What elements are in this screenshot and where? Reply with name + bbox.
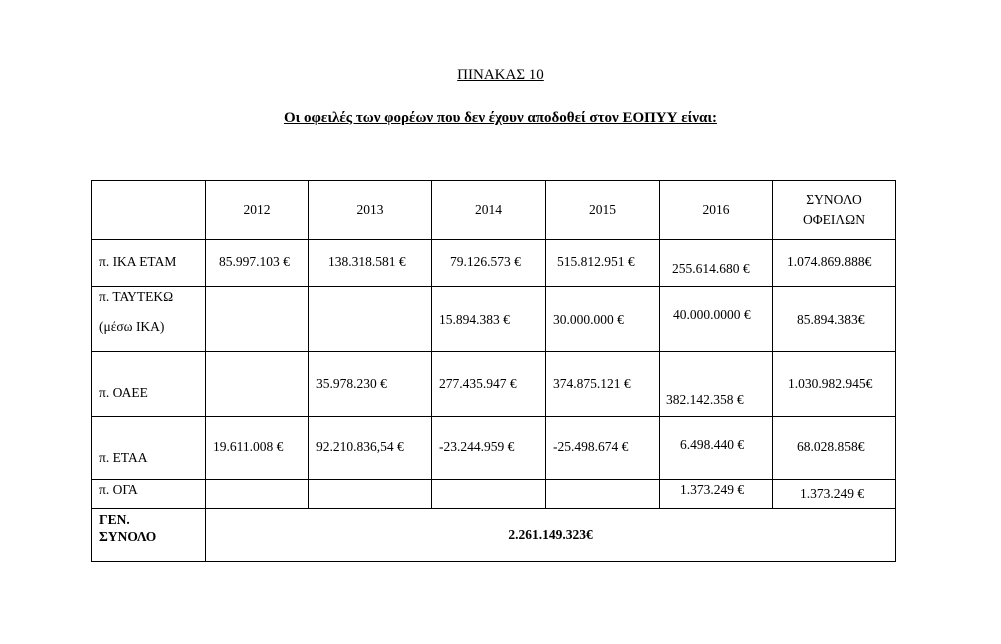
header-2016: 2016	[660, 181, 773, 240]
value-cell	[432, 240, 546, 287]
value-cell	[546, 480, 660, 509]
value-cell	[206, 240, 309, 287]
row-label-cell	[92, 352, 206, 417]
value-cell	[660, 417, 773, 480]
value-cell	[206, 287, 309, 352]
cell-value: 138.318.581 €	[328, 254, 406, 269]
value-cell	[546, 287, 660, 352]
header-2012: 2012	[206, 181, 309, 240]
header-2013: 2013	[309, 181, 432, 240]
header-total-line2: ΟΦΕΙΛΩΝ	[803, 212, 865, 227]
row-label-secondary: (μέσω ΙΚΑ)	[99, 319, 165, 334]
table-header-row	[92, 181, 896, 240]
value-cell	[773, 352, 896, 417]
value-cell	[206, 417, 309, 480]
row-label: π. ΤΑΥΤΕΚΩ	[99, 289, 174, 304]
row-label-cell	[92, 480, 206, 509]
cell-value: 68.028.858€	[797, 439, 865, 454]
value-cell	[432, 352, 546, 417]
cell-value: 277.435.947 €	[439, 376, 517, 391]
document-subtitle: Οι οφειλές των φορέων που δεν έχουν αποδοθεί στον ΕΟΠΥΥ είναι:	[283, 110, 717, 126]
grand-total-value: 2.261.149.323€	[508, 527, 593, 542]
header-total	[773, 181, 896, 240]
table-row	[92, 240, 896, 287]
cell-value: 30.000.000 €	[553, 312, 624, 327]
cell-value: 85.894.383€	[797, 312, 865, 327]
value-cell	[773, 240, 896, 287]
cell-value: 1.030.982.945€	[788, 376, 873, 391]
row-label: π. ΕΤΑΑ	[99, 450, 148, 465]
cell-value: -23.244.959 €	[439, 439, 515, 454]
cell-value: 6.498.440 €	[680, 437, 745, 452]
cell-value: 79.126.573 €	[450, 254, 521, 269]
value-cell	[773, 417, 896, 480]
table-row	[92, 480, 896, 509]
header-2015: 2015	[546, 181, 660, 240]
cell-value: 374.875.121 €	[553, 376, 631, 391]
row-label: π. ΙΚΑ ΕΤΑΜ	[99, 254, 177, 269]
header-2014: 2014	[432, 181, 546, 240]
row-label: π. ΟΑΕΕ	[99, 385, 148, 400]
cell-value: 1.373.249 €	[800, 486, 865, 501]
value-cell	[309, 417, 432, 480]
table-row	[92, 417, 896, 480]
value-cell	[206, 352, 309, 417]
cell-value: 1.074.869.888€	[787, 254, 872, 269]
value-cell	[773, 480, 896, 509]
row-label-cell	[92, 240, 206, 287]
cell-value: 255.614.680 €	[672, 261, 750, 276]
value-cell	[546, 417, 660, 480]
value-cell	[309, 240, 432, 287]
value-cell	[546, 240, 660, 287]
value-cell	[660, 240, 773, 287]
value-cell	[773, 287, 896, 352]
debts-table	[91, 180, 896, 562]
value-cell	[660, 287, 773, 352]
row-label-cell	[92, 287, 206, 352]
cell-value: 1.373.249 €	[680, 482, 745, 497]
value-cell	[660, 352, 773, 417]
document-title: ΠΙΝΑΚΑΣ 10	[457, 67, 544, 83]
row-label: π. ΟΓΑ	[99, 482, 138, 497]
value-cell	[432, 287, 546, 352]
header-empty-cell	[92, 181, 206, 240]
cell-value: 19.611.008 €	[213, 439, 284, 454]
cell-value: 85.997.103 €	[219, 254, 290, 269]
cell-value: 92.210.836,54 €	[316, 439, 404, 454]
table-row	[92, 352, 896, 417]
cell-value: 15.894.383 €	[439, 312, 510, 327]
value-cell	[546, 352, 660, 417]
value-cell	[309, 287, 432, 352]
grand-total-value-cell	[206, 509, 896, 562]
value-cell	[432, 480, 546, 509]
grand-total-label-cell	[92, 509, 206, 562]
value-cell	[309, 352, 432, 417]
value-cell	[309, 480, 432, 509]
grand-total-label-line1: ΓΕΝ.	[99, 512, 130, 527]
cell-value: -25.498.674 €	[553, 439, 629, 454]
grand-total-label-line2: ΣΥΝΟΛΟ	[99, 529, 157, 544]
cell-value: 515.812.951 €	[557, 254, 635, 269]
row-label-cell	[92, 417, 206, 480]
cell-value: 40.000.0000 €	[673, 307, 751, 322]
value-cell	[660, 480, 773, 509]
value-cell	[432, 417, 546, 480]
cell-value: 35.978.230 €	[316, 376, 387, 391]
table-row	[92, 287, 896, 352]
value-cell	[206, 480, 309, 509]
grand-total-row	[92, 509, 896, 562]
header-total-line1: ΣΥΝΟΛΟ	[806, 192, 862, 207]
cell-value: 382.142.358 €	[666, 392, 744, 407]
